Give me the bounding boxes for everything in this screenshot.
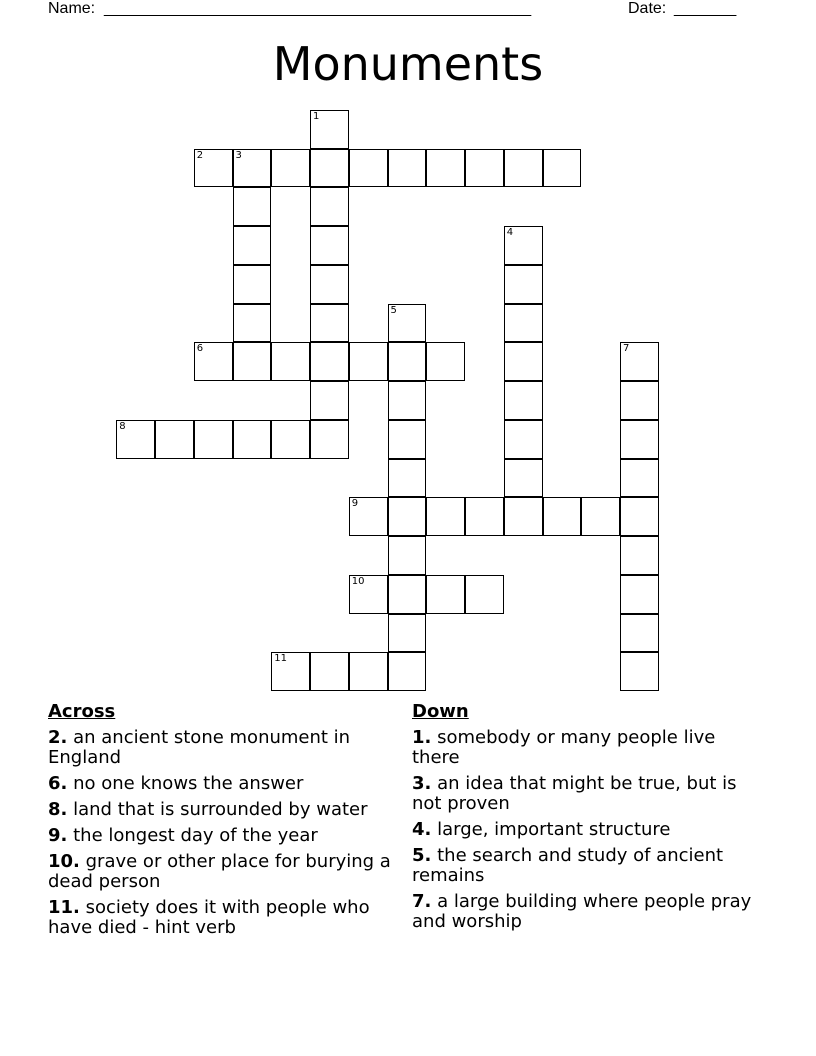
grid-cell[interactable] bbox=[504, 420, 543, 459]
grid-cell[interactable] bbox=[310, 149, 349, 188]
grid-cell[interactable] bbox=[620, 381, 659, 420]
grid-cell[interactable] bbox=[426, 575, 465, 614]
across-clue-11 bbox=[48, 898, 400, 938]
clue-text: the longest day of the year bbox=[73, 825, 318, 846]
grid-cell[interactable] bbox=[349, 652, 388, 691]
grid-cell[interactable] bbox=[310, 304, 349, 343]
clue-number: 1. bbox=[412, 727, 432, 748]
across-clue-6 bbox=[48, 774, 400, 794]
grid-cell[interactable] bbox=[194, 420, 233, 459]
puzzle-title: Monuments bbox=[272, 37, 544, 91]
grid-cell[interactable] bbox=[349, 497, 388, 536]
clue-number: 9. bbox=[48, 825, 68, 846]
grid-cell[interactable] bbox=[388, 420, 427, 459]
down-clue-5 bbox=[412, 846, 764, 886]
clue-text: the search and study of ancient remains bbox=[412, 845, 724, 886]
down-clue-3 bbox=[412, 774, 764, 814]
across-clue-2 bbox=[48, 728, 400, 768]
grid-cell[interactable] bbox=[620, 459, 659, 498]
clue-number-label: 2 bbox=[196, 149, 204, 161]
grid-cell[interactable] bbox=[310, 187, 349, 226]
across-clue-8 bbox=[48, 800, 400, 820]
clue-number-label: 7 bbox=[623, 343, 630, 355]
grid-cell[interactable] bbox=[620, 497, 659, 536]
clue-text: grave or other place for burying a dead person bbox=[48, 851, 391, 892]
grid-cell[interactable] bbox=[465, 149, 504, 188]
grid-cell[interactable] bbox=[504, 149, 543, 188]
grid-cell[interactable] bbox=[504, 342, 543, 381]
grid-cell[interactable] bbox=[543, 497, 582, 536]
clue-number: 8. bbox=[48, 799, 68, 820]
clue-text: an idea that might be true, but is not proven bbox=[412, 773, 737, 814]
clue-number-label: 1 bbox=[313, 110, 320, 122]
across-clue-9 bbox=[48, 826, 400, 846]
grid-cell[interactable] bbox=[349, 149, 388, 188]
name-field[interactable]: ________________________________________________ bbox=[104, 0, 532, 17]
grid-cell[interactable] bbox=[310, 420, 349, 459]
grid-cell[interactable] bbox=[504, 304, 543, 343]
grid-cell[interactable] bbox=[233, 265, 272, 304]
grid-cell[interactable] bbox=[426, 342, 465, 381]
grid-cell[interactable] bbox=[233, 304, 272, 343]
clue-number-label: 4 bbox=[506, 227, 514, 238]
grid-cell[interactable] bbox=[233, 342, 272, 381]
grid-cell[interactable] bbox=[194, 342, 233, 381]
across-clues bbox=[48, 702, 400, 944]
grid-cell[interactable] bbox=[233, 226, 272, 265]
grid-cell[interactable] bbox=[504, 265, 543, 304]
grid-cell[interactable] bbox=[465, 497, 504, 536]
grid-cell[interactable] bbox=[388, 342, 427, 381]
grid-cell[interactable] bbox=[388, 652, 427, 691]
grid-cell[interactable] bbox=[388, 497, 427, 536]
clue-text: large, important structure bbox=[437, 819, 671, 840]
clue-number-label: 3 bbox=[235, 149, 242, 161]
grid-cell[interactable] bbox=[271, 652, 310, 691]
clue-number-label: 10 bbox=[351, 575, 365, 587]
down-clue-7 bbox=[412, 892, 764, 932]
grid-cell[interactable] bbox=[233, 149, 272, 188]
clue-text: somebody or many people live there bbox=[412, 727, 716, 768]
grid-cell[interactable] bbox=[426, 149, 465, 188]
grid-cell[interactable] bbox=[155, 420, 194, 459]
down-heading: Down bbox=[412, 701, 469, 722]
grid-cell[interactable] bbox=[388, 575, 427, 614]
grid-cell[interactable] bbox=[349, 575, 388, 614]
clue-number-label: 8 bbox=[119, 420, 126, 432]
grid-cell[interactable] bbox=[620, 536, 659, 575]
clue-number: 5. bbox=[412, 845, 432, 866]
grid-cell[interactable] bbox=[116, 420, 155, 459]
grid-cell[interactable] bbox=[310, 342, 349, 381]
clue-number: 2. bbox=[48, 727, 68, 748]
grid-cell[interactable] bbox=[620, 614, 659, 653]
clue-text: land that is surrounded by water bbox=[73, 799, 368, 820]
grid-cell[interactable] bbox=[504, 381, 543, 420]
clue-number-label: 6 bbox=[196, 343, 204, 355]
grid-cell[interactable] bbox=[388, 459, 427, 498]
down-clue-1 bbox=[412, 728, 764, 768]
clue-number-label: 5 bbox=[390, 304, 397, 316]
date-field[interactable]: _______ bbox=[674, 0, 737, 17]
grid-cell[interactable] bbox=[388, 304, 427, 343]
clue-number-label: 11 bbox=[274, 653, 287, 665]
clue-number: 7. bbox=[412, 891, 432, 912]
grid-cell[interactable] bbox=[349, 342, 388, 381]
grid-cell[interactable] bbox=[310, 110, 349, 149]
grid-cell[interactable] bbox=[271, 420, 310, 459]
grid-cell[interactable] bbox=[504, 459, 543, 498]
down-clue-4 bbox=[412, 820, 764, 840]
grid-cell[interactable] bbox=[465, 575, 504, 614]
grid-cell[interactable] bbox=[310, 226, 349, 265]
grid-cell[interactable] bbox=[426, 497, 465, 536]
clue-number: 11. bbox=[48, 897, 80, 918]
grid-cell[interactable] bbox=[271, 149, 310, 188]
grid-cell[interactable] bbox=[310, 381, 349, 420]
grid-cell[interactable] bbox=[543, 149, 582, 188]
grid-cell[interactable] bbox=[504, 226, 543, 265]
grid-cell[interactable] bbox=[310, 265, 349, 304]
clue-text: society does it with people who have died - hint verb bbox=[48, 897, 370, 938]
clue-number: 10. bbox=[48, 851, 80, 872]
down-clues bbox=[412, 702, 764, 938]
across-heading: Across bbox=[48, 701, 116, 722]
grid-cell[interactable] bbox=[388, 381, 427, 420]
date-label: Date: bbox=[628, 0, 667, 17]
grid-cell[interactable] bbox=[620, 342, 659, 381]
clue-text: a large building where people pray and worship bbox=[412, 891, 752, 932]
grid-cell[interactable] bbox=[310, 652, 349, 691]
header bbox=[48, 0, 748, 20]
grid-cell[interactable] bbox=[233, 187, 272, 226]
grid-cell[interactable] bbox=[620, 420, 659, 459]
grid-cell[interactable] bbox=[581, 497, 620, 536]
clue-number-label: 9 bbox=[351, 498, 359, 510]
grid-cell[interactable] bbox=[271, 342, 310, 381]
grid-cell[interactable] bbox=[194, 149, 233, 188]
grid-cell[interactable] bbox=[388, 149, 427, 188]
clue-number: 6. bbox=[48, 773, 68, 794]
clue-number: 3. bbox=[412, 773, 432, 794]
grid-cell[interactable] bbox=[388, 614, 427, 653]
clue-number: 4. bbox=[412, 819, 432, 840]
grid-cell[interactable] bbox=[620, 575, 659, 614]
grid-cell[interactable] bbox=[233, 420, 272, 459]
name-label: Name: bbox=[48, 0, 96, 17]
grid-cell[interactable] bbox=[504, 497, 543, 536]
grid-cell[interactable] bbox=[388, 536, 427, 575]
clue-text: no one knows the answer bbox=[73, 773, 304, 794]
clue-text: an ancient stone monument in England bbox=[48, 727, 351, 768]
across-clue-10 bbox=[48, 852, 400, 892]
grid-cell[interactable] bbox=[620, 652, 659, 691]
